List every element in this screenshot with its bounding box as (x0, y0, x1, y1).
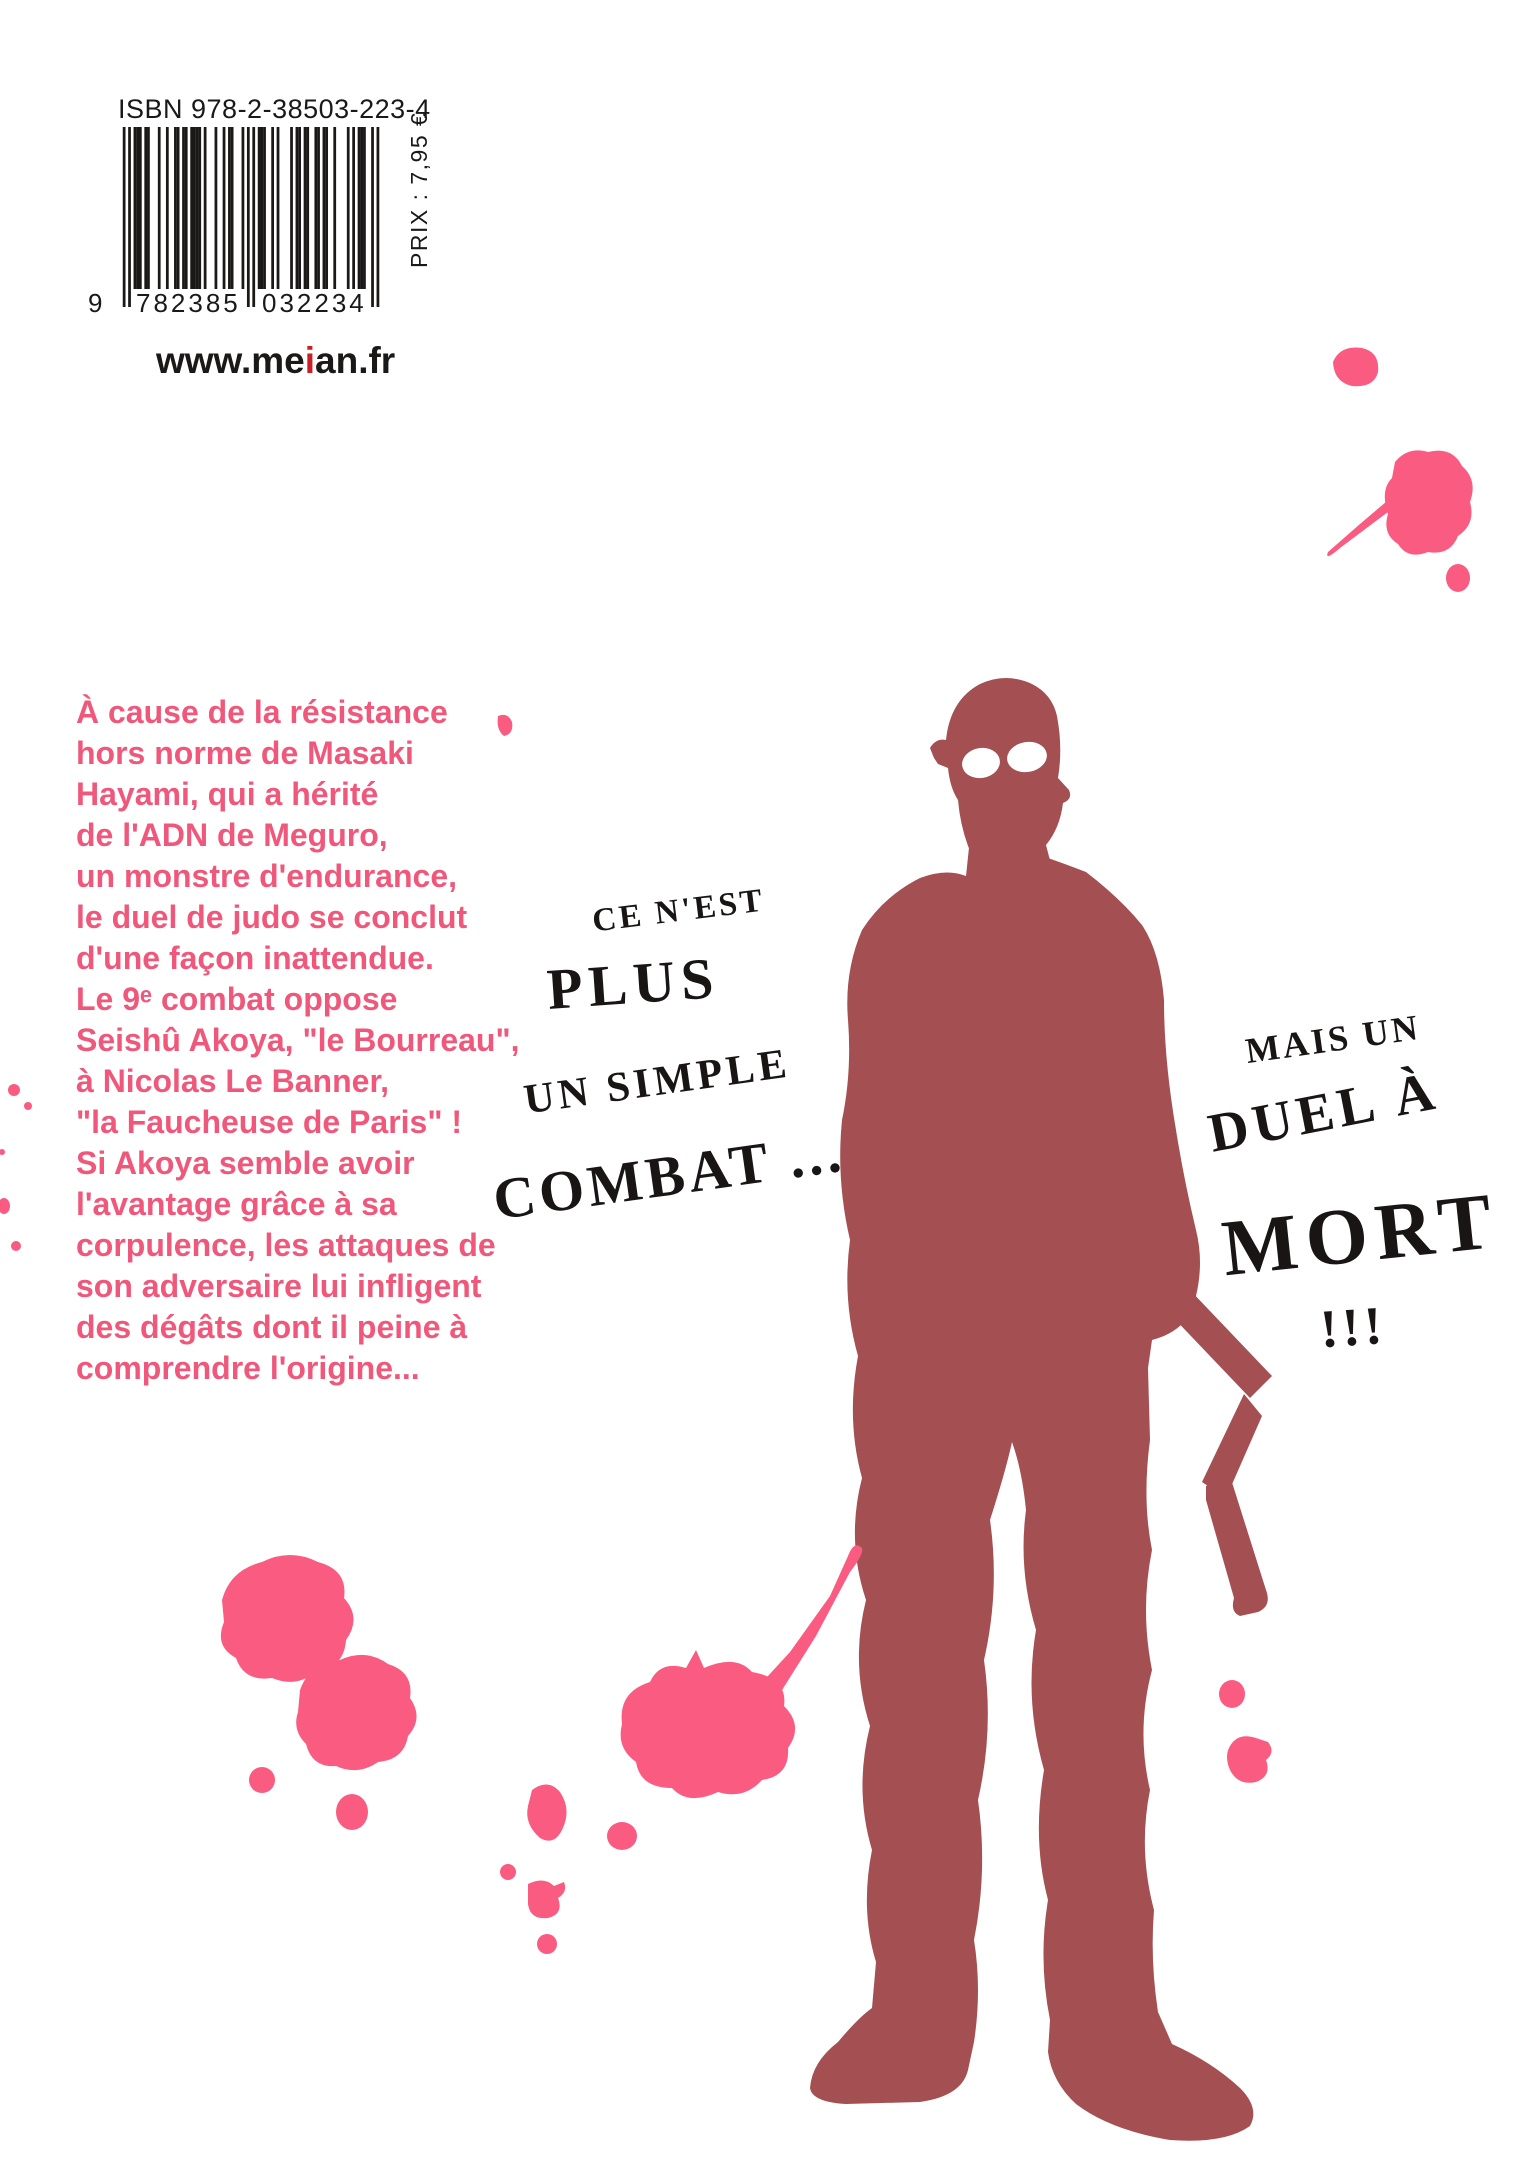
isbn-label: ISBN 978-2-38503-223-4 (118, 94, 431, 124)
barcode-bar (198, 127, 201, 289)
synopsis-line: de l'ADN de Meguro, (76, 817, 388, 853)
barcode-bar (196, 127, 199, 289)
splatter-speck (11, 1241, 21, 1251)
synopsis-line: Hayami, qui a hérité (76, 776, 379, 812)
barcode-bar (174, 127, 177, 289)
barcode-bar (298, 127, 301, 289)
weapon-grip (1206, 1476, 1268, 1616)
barcode-bar (360, 127, 363, 289)
barcode-bar (185, 127, 188, 289)
barcode-bar (128, 127, 131, 307)
barcode-bar (215, 127, 218, 289)
barcode-bar (204, 127, 207, 289)
splatter-speck (8, 1084, 20, 1096)
barcode-bar (166, 127, 169, 289)
synopsis-line: comprendre l'origine... (76, 1350, 420, 1386)
barcode-bar (231, 127, 234, 289)
barcode-bar (306, 127, 309, 289)
barcode-bar (358, 127, 361, 289)
barcode-bar (314, 127, 317, 289)
synopsis-line: Si Akoya semble avoir (76, 1145, 415, 1181)
barcode-bar (252, 127, 255, 307)
splatter-bottomleft-b (296, 1655, 416, 1770)
synopsis-line: le duel de judo se conclut (76, 899, 468, 935)
barcode-bar (371, 127, 374, 307)
barcode-bar (296, 127, 299, 289)
synopsis-line: hors norme de Masaki (76, 735, 414, 771)
barcode-bar (263, 127, 266, 289)
splatter-bottomleft-dot2 (336, 1794, 368, 1830)
splatter-center-teardrop (527, 1784, 566, 1840)
splatter-right-dot (1219, 1680, 1245, 1708)
barcode-bar (242, 127, 245, 289)
quote-left-line4: COMBAT ... (489, 1118, 849, 1233)
quote-left-line3: UN SIMPLE (521, 1040, 794, 1124)
barcode-digits-group2: 032234 (262, 288, 367, 318)
splatter-speck (0, 1149, 5, 1155)
barcode-bar (323, 127, 326, 289)
barcode-bar (325, 127, 328, 289)
website-prefix: www.me (156, 340, 305, 381)
barcode-bar (136, 127, 139, 289)
synopsis-line: corpulence, les attaques de (76, 1227, 496, 1263)
synopsis-line: son adversaire lui infligent (76, 1268, 482, 1304)
quote-right-line4: !!! (1317, 1294, 1388, 1360)
barcode-bar (228, 127, 231, 289)
barcode-bar (247, 127, 250, 307)
quote-right-line1: MAIS UN (1243, 1006, 1423, 1072)
splatter-top-dot (1446, 564, 1470, 592)
silhouette-body (810, 836, 1253, 2141)
splatter-center-dot2 (500, 1864, 516, 1880)
barcode-bar (190, 127, 193, 289)
splatter-speck (24, 1102, 32, 1110)
quote-left-line1: CE N'EST (590, 882, 767, 940)
barcode-bar (193, 127, 196, 289)
splatter-center-dot3 (537, 1934, 557, 1954)
splatter-center-dot1 (607, 1822, 637, 1850)
splatter-speck (0, 1198, 10, 1214)
character-silhouette (810, 678, 1272, 2141)
splatter-center-irregular (528, 1880, 565, 1918)
barcode-bar (304, 127, 307, 289)
barcode (122, 127, 380, 309)
splatter-center-main (621, 1650, 795, 1798)
barcode-bar (277, 127, 280, 289)
barcode-bar (258, 127, 261, 289)
barcode-bar (377, 127, 380, 307)
splatter-bottomleft-dot1 (249, 1767, 275, 1793)
barcode-digit-first: 9 (88, 288, 106, 318)
synopsis-line: À cause de la résistance (76, 694, 448, 730)
barcode-bar (352, 127, 355, 289)
barcode-bar (158, 127, 161, 289)
barcode-bar (144, 127, 147, 289)
barcode-bar (363, 127, 366, 289)
barcode-bar (333, 127, 336, 289)
barcode-bar (182, 127, 185, 289)
barcode-bar (317, 127, 320, 289)
barcode-bar (290, 127, 293, 289)
publisher-website (156, 340, 395, 382)
synopsis-line: des dégâts dont il peine à (76, 1309, 468, 1345)
quote-left-line2: PLUS (544, 945, 722, 1022)
quote-right-line2: DUEL À (1203, 1059, 1444, 1164)
synopsis-line: à Nicolas Le Banner, (76, 1063, 390, 1099)
barcode-bar (177, 127, 180, 289)
synopsis-line: d'une façon inattendue. (76, 940, 434, 976)
barcode-bar (223, 127, 226, 289)
synopsis-line: "la Faucheuse de Paris" ! (76, 1104, 463, 1140)
synopsis (76, 692, 546, 1389)
barcode-digits-group1: 782385 (136, 288, 241, 318)
barcode-bar (347, 127, 350, 289)
barcode-bar (139, 127, 142, 289)
synopsis-line: un monstre d'endurance, (76, 858, 457, 894)
splatter-center-tail (746, 1545, 862, 1712)
splatter-right-blob (1227, 1736, 1272, 1783)
barcode-bar (134, 127, 137, 289)
barcode-bar (271, 127, 274, 289)
splatter-top-small (1333, 348, 1378, 387)
barcode-bar (147, 127, 150, 289)
quote-right-line3: MORT (1218, 1176, 1504, 1294)
synopsis-line: Le 9ᵉ combat oppose (76, 981, 398, 1017)
barcode-bar (260, 127, 263, 289)
website-suffix: an.fr (315, 340, 396, 381)
barcode-bar (123, 127, 126, 307)
website-accent-letter: i (304, 340, 316, 381)
synopsis-line: l'avantage grâce à sa (76, 1186, 397, 1222)
price-label: PRIX : 7,95 € (406, 111, 432, 268)
synopsis-line: Seishû Akoya, "le Bourreau", (76, 1022, 520, 1058)
